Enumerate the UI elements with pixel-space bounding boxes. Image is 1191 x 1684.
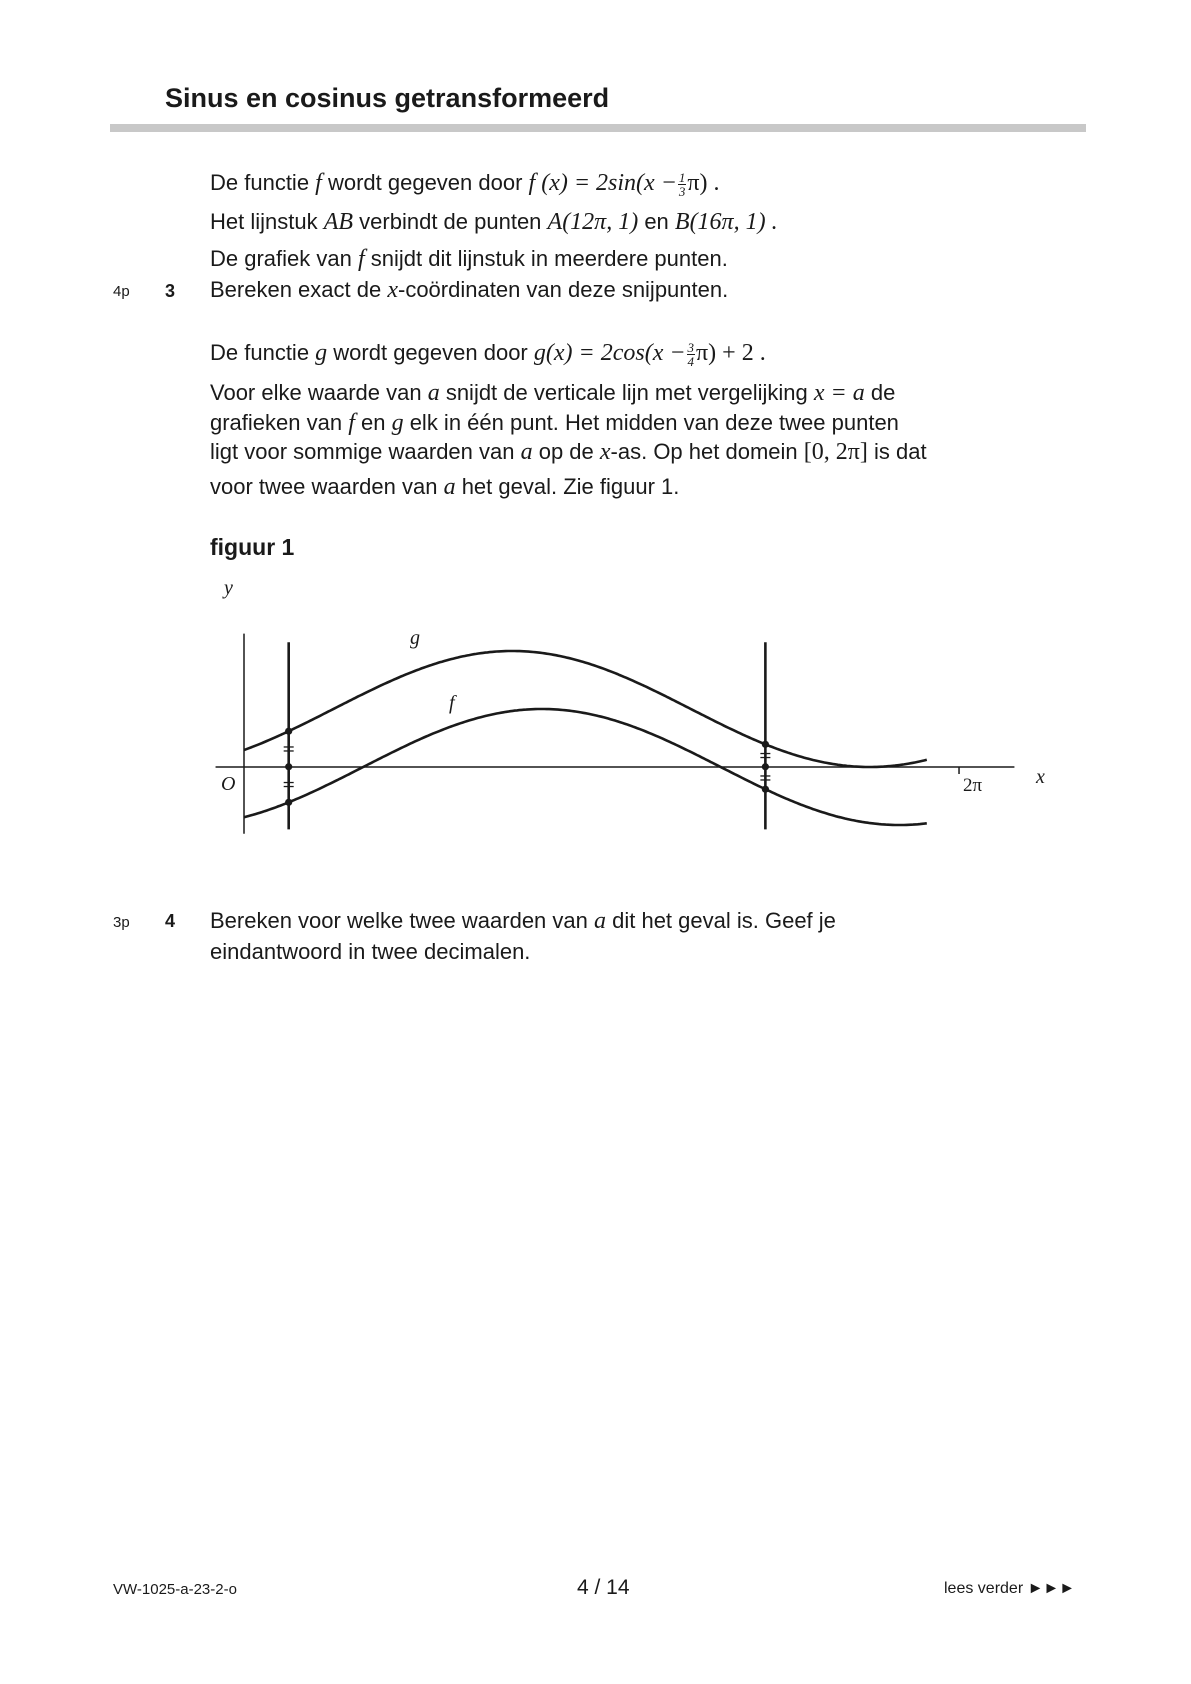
q3-line-2: Het lijnstuk AB verbindt de punten A(12π, 1) en B(16π, 1) . [210,209,778,235]
q3-line-4: Bereken exact de x-coördinaten van deze snijpunten. [210,277,729,303]
midpoint-dot-2 [762,763,769,770]
intersection-f-dot-2 [762,786,769,793]
q4-intro-line-3: grafieken van f en g elk in één punt. Het midden van deze twee punten [210,410,899,436]
q4-number: 4 [165,911,176,931]
g-curve-label: g [410,627,420,649]
midpoint-dot-1 [285,763,292,770]
f-definition: f (x) = 2sin(x − $\frac{1}{3}$ π) . [528,170,720,199]
g-definition: g(x) = 2cos(x − $\frac{3}{4}$ π) + 2 . [533,340,766,369]
q3-points: 4p [113,283,130,300]
chart-layer [216,634,1015,834]
q3-number: 3 [165,281,176,301]
domain-interval: [0, 2π] [803,439,868,465]
point-a: A(12π, 1) [547,209,639,235]
q3-line-1: De functie f wordt gegeven door f (x) = 2sin(x − $\frac{1}{3}$ π) . [210,170,720,199]
q4-points: 3p [113,914,130,931]
footer-page-number: 4 / 14 [577,1576,630,1599]
intersection-f-dot-1 [285,799,292,806]
q4-line-2: eindantwoord in twee decimalen. [210,939,531,964]
q4-intro-line-5: voor twee waarden van a het geval. Zie figuur 1. [210,474,680,500]
q3-line-3: De grafiek van f snijdt dit lijnstuk in meerdere punten. [210,246,728,272]
figure-label: figuur 1 [210,534,295,560]
y-axis-label: y [224,577,233,599]
q4-intro-line-2: Voor elke waarde van a snijdt de verticale lijn met vergelijking x = a de [210,380,896,406]
footer-continue: lees verder ►►► [944,1580,1076,1597]
q4-intro-line-4: ligt voor sommige waarden van a op de x-as. Op het domein [0, 2π] is dat [210,439,927,465]
q4-line-1: Bereken voor welke twee waarden van a dit het geval is. Geef je [210,908,836,934]
x-axis-label: x [1036,766,1045,788]
intersection-g-dot-2 [762,741,769,748]
footer-exam-code: VW-1025-a-23-2-o [113,1581,237,1598]
q4-intro-line-1: De functie g wordt gegeven door g(x) = 2cos(x − $\frac{3}{4}$ π) + 2 . [210,340,766,369]
section-title: Sinus en cosinus getransformeerd [165,83,610,113]
point-b: B(16π, 1) . [674,209,778,235]
g-curve [244,651,927,767]
f-curve-label: f [449,692,455,714]
intersection-g-dot-1 [285,728,292,735]
origin-label: O [221,773,236,795]
tick-label-2pi: 2π [963,775,983,796]
